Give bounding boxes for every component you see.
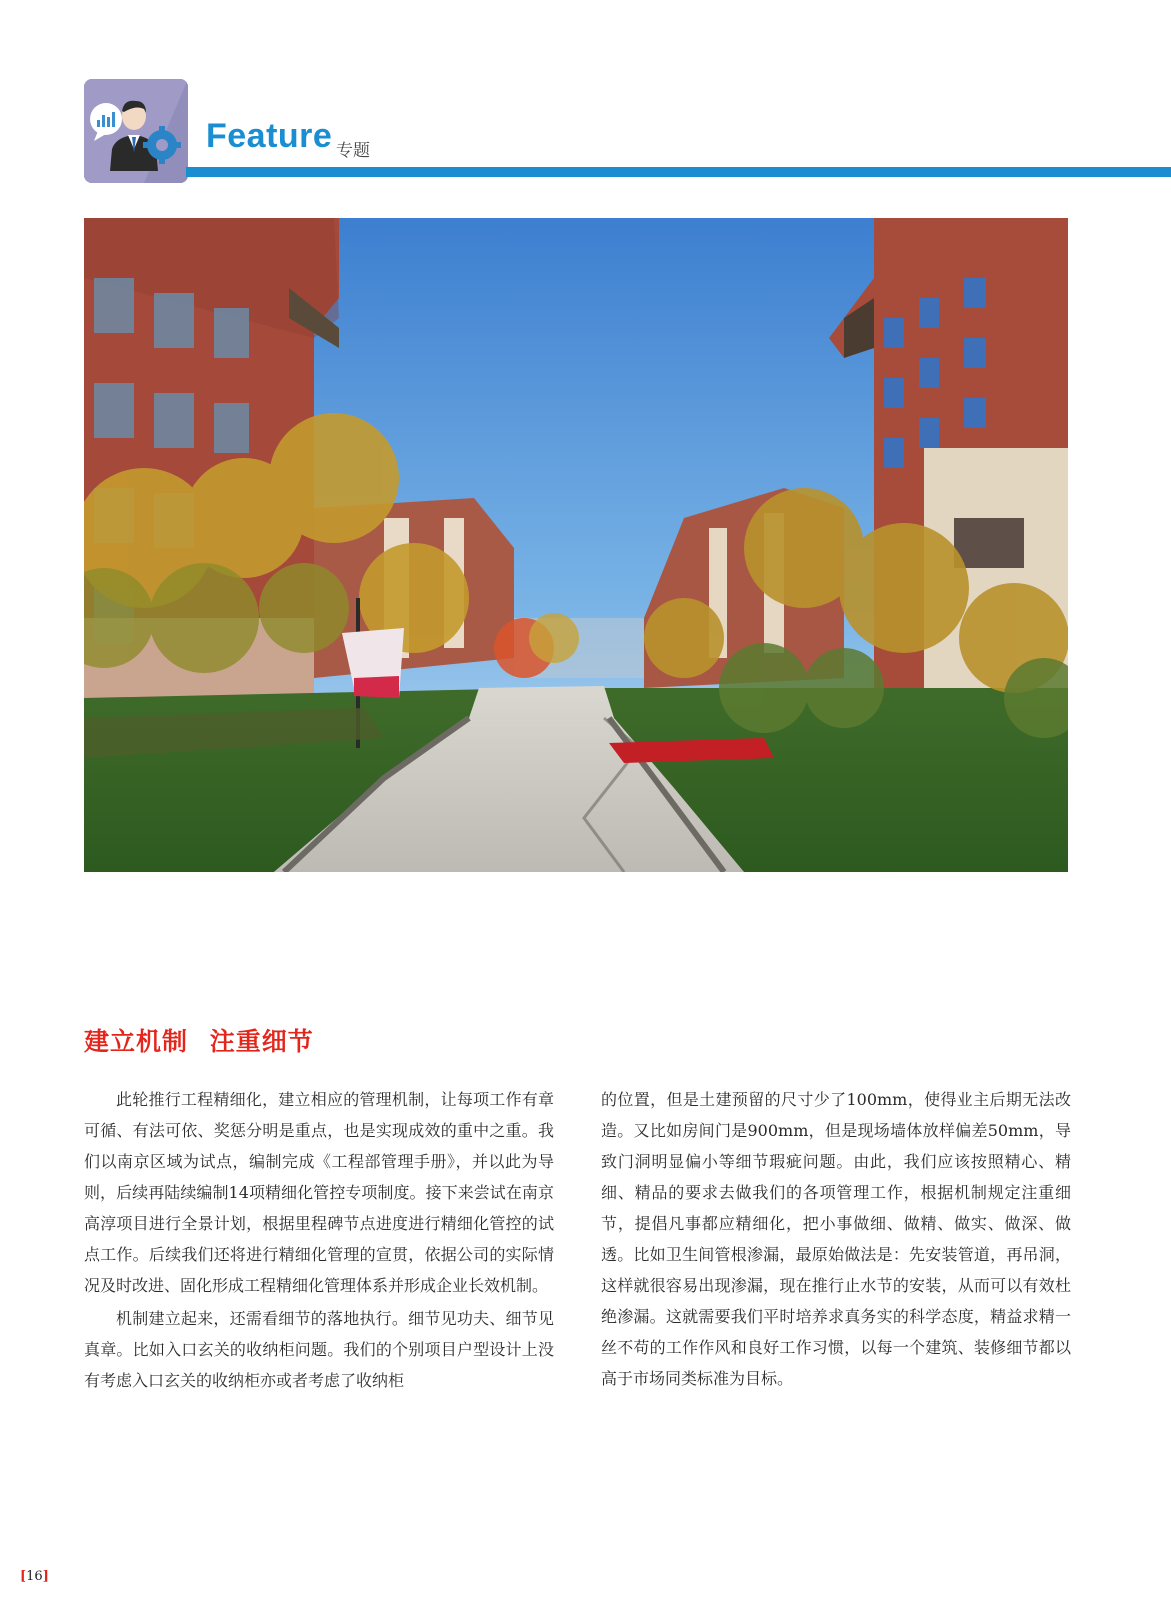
page-number-value: 16 <box>26 1569 43 1584</box>
article-paragraph: 此轮推行工程精细化，建立相应的管理机制，让每项工作有章可循、有法可依、奖惩分明是重点，也是实现成效的重中之重。我们以南京区域为试点，编制完成《工程部管理手册》，并以此为导则，后续再陆续编制14项精细化管控专项制度。接下来尝试在南京高淳项目进行全景计划，根据里程碑节点进度进行精细化管控的试点工作。后续我们还将进行精细化管理的宣贯，依据公司的实际情况及时改进、固化形成工程精细化管理体系并形成企业长效机制。 <box>84 1090 554 1295</box>
page-number-bracket-open: [ <box>20 1569 27 1584</box>
article-paragraph: 机制建立起来，还需看细节的落地执行。细节见功夫、细节见真章。比如入口玄关的收纳柜问题。我们的个别项目户型设计上没有考虑入口玄关的收纳柜亦或者考虑了收纳柜 <box>84 1309 554 1390</box>
article-paragraph: 的位置，但是土建预留的尺寸少了100mm，使得业主后期无法改造。又比如房间门是900mm，但是现场墙体放样偏差50mm，导致门洞明显偏小等细节瑕疵问题。由此，我们应该按照精心、精细、精品的要求去做我们的各项管理工作，根据机制规定注重细节，提倡凡事都应精细化，把小事做细、做精、做实、做深、做透。比如卫生间管根渗漏，最原始做法是：先安装管道，再吊洞，这样就很容易出现渗漏，现在推行止水节的安装，从而可以有效杜绝渗漏。这就需要我们平时培养求真务实的科学态度，精益求精一丝不苟的工作作风和良好工作习惯，以每一个建筑、装修细节都以高于市场同类标准为目标。 <box>601 1090 1071 1388</box>
article-heading: 建立机制 注重细节 <box>84 1027 314 1056</box>
header-divider-bar <box>186 167 1171 177</box>
section-subtitle: 专题 <box>336 141 370 161</box>
page-number <box>20 1569 49 1584</box>
section-title: Feature <box>206 117 333 155</box>
business-person-analytics-icon <box>84 79 188 183</box>
residential-complex-walkway-photo <box>84 218 1068 872</box>
article-column-right <box>601 1084 1071 1396</box>
article-column-left <box>84 1084 554 1398</box>
page-number-bracket-close: ] <box>42 1569 49 1584</box>
